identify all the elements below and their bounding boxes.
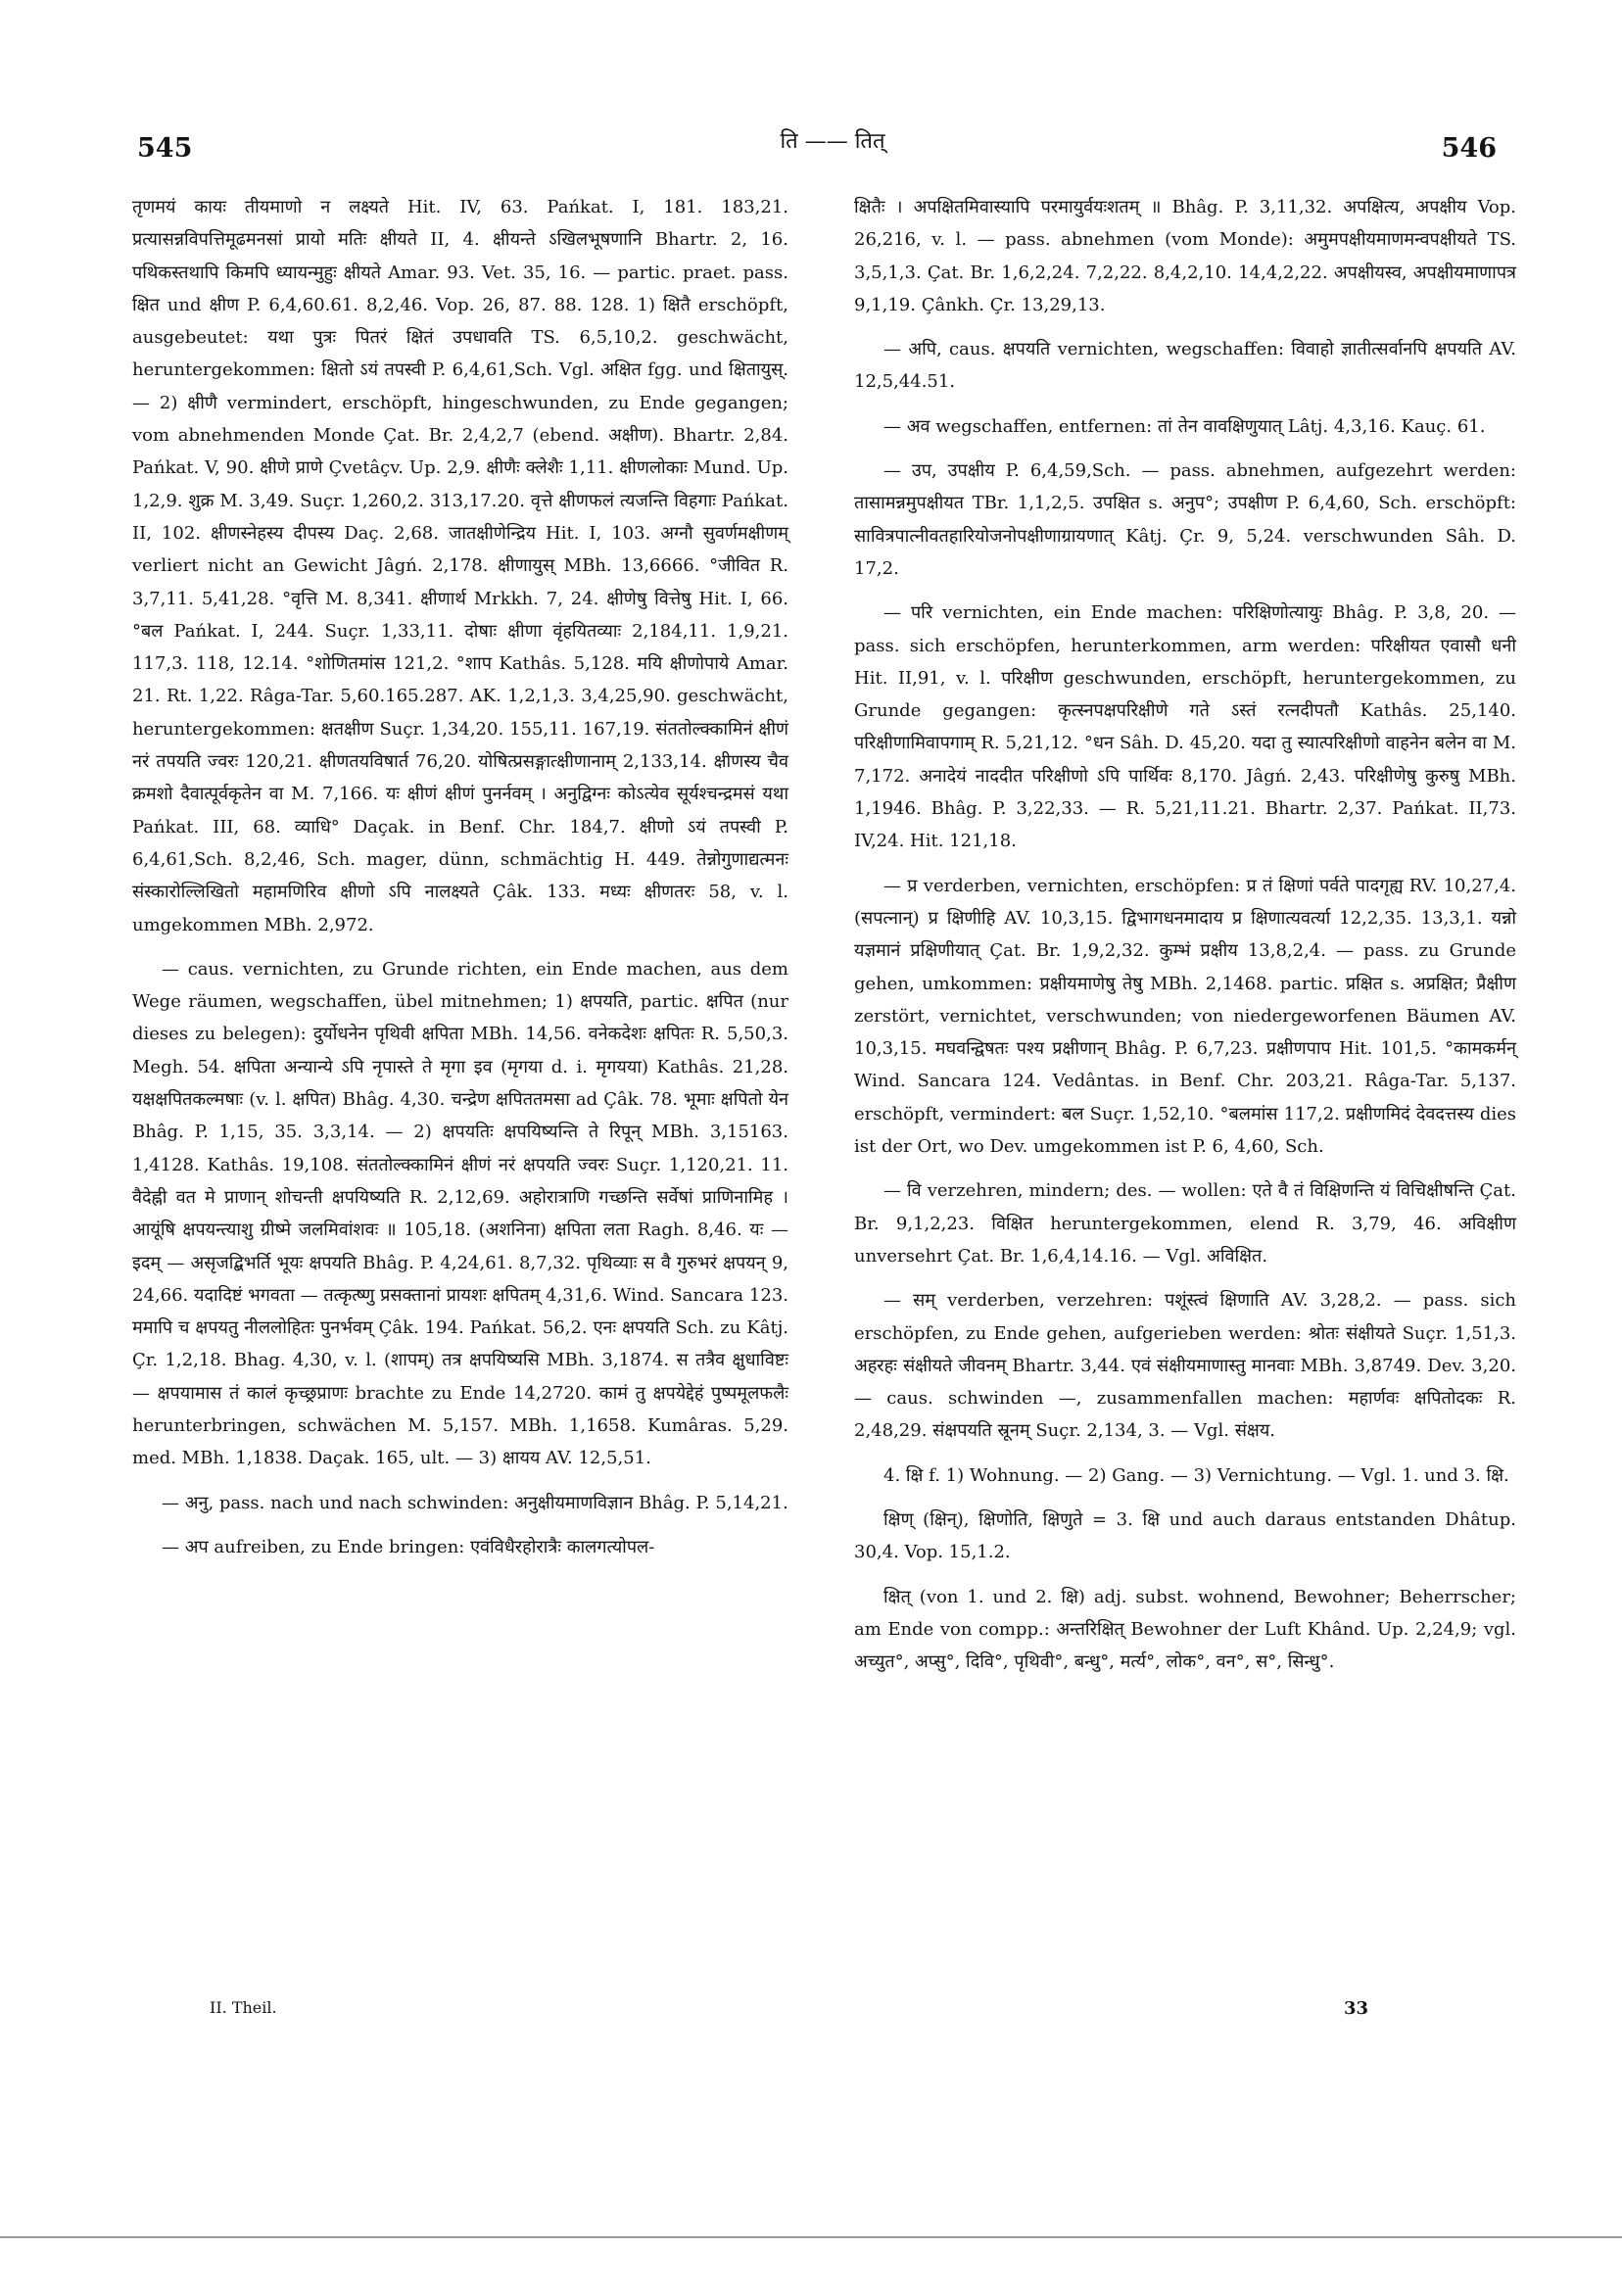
entry-paragraph: — सम् verderben, verzehren: पशूंस्त्वं क्षिणाति AV. 3,28,2. — pass. sich erschöpfen, zu Ende gehen, aufgerieben werden: श्रोतः संक्षीयते Suçr. 1,51,3. अहरहः संक्षीयते जीवनम् Bhartr. 3,44. एवं संक्षीयमाणास्तु मानवाः MBh. 3,8749. Dev. 3,20. — caus. schwinden —, zusammenfallen machen: महार्णवः क्षपितोदकः R. 2,48,29. संक्षपयति स्रूनम् Suçr. 2,134, 3. — Vgl. संक्षय. <box>854 1290 1516 1442</box>
entry-paragraph: क्षितैः । अपक्षितमिवास्यापि परमायुर्वयःशतम् ॥ Bhâg. P. 3,11,32. अपक्षित्य, अपक्षीय Vop. 26,216, v. l. — pass. abnehmen (vom Monde): अमुमपक्षीयमाणमन्वपक्षीयते TS. 3,5,1,3. Çat. Br. 1,6,2,24. 7,2,22. 8,4,2,10. 14,4,2,22. अपक्षीयस्व, अपक्षीयमाणापत्र 9,1,19. Çânkh. Çr. 13,29,13. <box>854 197 1516 315</box>
left-page-number: 545 <box>137 133 193 164</box>
entry-paragraph: — caus. vernichten, zu Grunde richten, ein Ende machen, aus dem Wege räumen, wegschaffen, übel mitnehmen; 1) क्षपयति, partic. क्षपित (nur dieses zu belegen): दुर्योधनेन पृथिवी क्षपिता MBh. 14,56. वनेकदेशः क्षपितः R. 5,50,3. Megh. 54. क्षपिता अन्यान्ये ऽपि नृपास्ते ते मृगा इव (मृगया d. i. मृगयया) Kathâs. 21,28. यक्षक्षपितकल्मषाः (v. l. क्षपित) Bhâg. 4,30. चन्द्रेण क्षपिततमसा ad Çâk. 78. भूमाः क्षपितो येन Bhâg. P. 1,15, 35. 3,3,14. — 2) क्षपयतिः क्षपयिष्यन्ति ते रिपून् MBh. 3,15163. 1,4128. Kathâs. 19,108. संततोल्क्कामिनं क्षीणं नरं क्षपयति ज्वरः Suçr. 1,120,21. 11. वैदेह्नी वत मे प्राणान् शोचन्ती क्षपयिष्यति R. 2,12,69. अहोरात्राणि गच्छन्ति सर्वेषां प्राणिनामिह । आयूंषि क्षपयन्त्याशु ग्रीष्मे जलमिवांशवः ॥ 105,18. (अशनिना) क्षपिता लता Ragh. 8,46. यः — इदम् — असृजद्बिभर्ति भूयः क्षपयति Bhâg. P. 4,24,61. 8,7,32. पृथिव्याः स वै गुरुभरं क्षपयन् 9, 24,66. यदादिष्टं भगवता — तत्कृत्ष्णु प्रसक्तानां प्रायशः क्षपितम् 4,31,6. Wind. Sancara 123. ममापि च क्षपयतु नीललोहितः पुनर्भवम् Çâk. 194. Pańkat. 56,2. एनः क्षपयति Sch. zu Kâtj. Çr. 1,2,18. Bhag. 4,30, v. l. (शापम्) तत्र क्षपयिष्यसि MBh. 3,1874. स तत्रैव क्षुधाविष्टः — क्षपयामास तं कालं कृच्छ्रप्राणः brachte zu Ende 14,2720. कामं तु क्षपयेद्देहं पुष्पमूलफलैः herunterbringen, schwächen M. 5,157. MBh. 1,1658. Kumâras. 5,29. med. MBh. 1,1838. Daçak. 165, ult. — 3) क्षायय AV. 12,5,51. <box>132 958 788 1469</box>
right-page-number: 546 <box>1441 133 1497 164</box>
entry-paragraph: 4. क्षि f. 1) Wohnung. — 2) Gang. — 3) Vernichtung. — Vgl. 1. und 3. क्षि. <box>883 1464 1509 1486</box>
entry-paragraph: तृणमयं कायः तीयमाणो न लक्ष्यते Hit. IV, 63. Pańkat. I, 181. 183,21. प्रत्यासन्नविपत्तिमूढमनसां प्रायो मतिः क्षीयते II, 4. क्षीयन्ते ऽखिलभूषणानि Bhartr. 2, 16. पथिकस्तथापि किमपि ध्यायन्मुहुः क्षीयते Amar. 93. Vet. 35, 16. — partic. praet. pass. क्षित und क्षीण P. 6,4,60.61. 8,2,46. Vop. 26, 87. 88. 128. 1) क्षितै erschöpft, ausgebeutet: यथा पुत्रः पितरं क्षितं उपधावति TS. 6,5,10,2. geschwächt, heruntergekommen: क्षितो ऽयं तपस्वी P. 6,4,61,Sch. Vgl. अक्षित fgg. und क्षितायुस्. — 2) क्षीणै vermindert, erschöpft, hingeschwunden, zu Ende gegangen; vom abnehmenden Monde Çat. Br. 2,4,2,7 (ebend. अक्षीण). Bhartr. 2,84. Pańkat. V, 90. क्षीणे प्राणे Çvetâçv. Up. 2,9. क्षीणैः क्लेशैः 1,11. क्षीणलोकाः Mund. Up. 1,2,9. शुक्र M. 3,49. Suçr. 1,260,2. 313,17.20. वृत्ते क्षीणफलं त्यजन्ति विहगाः Pańkat. II, 102. क्षीणस्नेहस्य दीपस्य Daç. 2,68. जातक्षीणेन्द्रिय Hit. I, 103. अग्नौ सुवर्णमक्षीणम् verliert nicht an Gewicht Jâgń. 2,178. क्षीणायुस् MBh. 13,6666. °जीवित R. 3,7,11. 5,41,28. °वृत्ति M. 8,341. क्षीणार्थ Mrkkh. 7, 24. क्षीणेषु वित्तेषु Hit. I, 66. °बल Pańkat. I, 244. Suçr. 1,33,11. दोषाः क्षीणा वृंहयितव्याः 2,184,11. 1,9,21. 117,3. 118, 12.14. °शोणितमांस 121,2. °शाप Kathâs. 5,128. मयि क्षीणोपाये Amar. 21. Rt. 1,22. Râga-Tar. 5,60.165.287. AK. 1,2,1,3. 3,4,25,90. geschwächt, heruntergekommen: क्षतक्षीण Suçr. 1,34,20. 155,11. 167,19. संततोल्क्कामिनं क्षीणं नरं तपयति ज्वरः 120,21. क्षीणतयविषार्त 76,20. योषित्प्रसङ्गात्क्षीणानाम् 2,133,14. क्षीणस्य चैव क्रमशो दैवात्पूर्वकृतेन वा M. 7,166. यः क्षीणं क्षीणं पुनर्नवम् । अनुद्विग्नः कोऽत्येव सूर्यश्चन्द्रमसं यथा Pańkat. III, 68. व्याधि° Daçak. in Benf. Chr. 184,7. क्षीणो ऽयं तपस्वी P. 6,4,61,Sch. 8,2,46, Sch. mager, dünn, schmächtig H. 449. तेन्नोगुणाद्यत्मनः संस्कारोल्लिखितो महामणिरिव क्षीणो ऽपि नालक्ष्यते Çâk. 133. मध्यः क्षीणतरः 58, v. l. umgekommen MBh. 2,972. <box>132 197 788 935</box>
bottom-rule <box>0 2236 1622 2238</box>
volume-mark: II. Theil. <box>210 1998 277 2017</box>
entry-paragraph: क्षित् (von 1. und 2. क्षि) adj. subst. wohnend, Bewohner; Beherrscher; am Ende von compp.: अन्तरिक्षित् Bewohner der Luft Khând. Up. 2,24,9; vgl. अच्युत°, अप्सु°, दिवि°, पृथिवी°, बन्धु°, मर्त्य°, लोक°, वन°, स°, सिन्धु°. <box>854 1586 1516 1673</box>
signature-mark: 33 <box>1344 1998 1369 2019</box>
entry-paragraph: — अनु, pass. nach und nach schwinden: अनुक्षीयमाणविज्ञान Bhâg. P. 5,14,21. <box>162 1492 788 1513</box>
entry-paragraph: क्षिण् (क्षिन्), क्षिणोति, क्षिणुते = 3. क्षि und auch daraus entstanden Dhâtup. 30,4. Vop. 15,1.2. <box>854 1508 1516 1563</box>
right-column <box>854 191 1516 1678</box>
entry-paragraph: — अप aufreiben, zu Ende bringen: एवंविधैरहोरात्रैः कालगत्योपल- <box>162 1536 655 1557</box>
entry-paragraph: — वि verzehren, mindern; des. — wollen: एते वै तं विक्षिणन्ति यं विचिक्षीषन्ति Çat. Br. 9,1,2,23. विक्षित heruntergekommen, elend R. 3,79, 46. अविक्षीण unversehrt Çat. Br. 1,6,4,14.16. — Vgl. अविक्षित. <box>854 1180 1516 1267</box>
entry-paragraph: — अपि, caus. क्षपयति vernichten, wegschaffen: विवाहो ज्ञातीत्सर्वानपि क्षपयति AV. 12,5,44.51. <box>854 339 1516 393</box>
running-title: ति —— तित् <box>780 129 885 154</box>
entry-paragraph: — प्र verderben, vernichten, erschöpfen: प्र तं क्षिणां पर्वते पादगृह्य RV. 10,27,4. (सपत्नान्) प्र क्षिणीहि AV. 10,3,15. द्विभागधनमादाय प्र क्षिणात्यवर्त्या 12,2,35. 13,3,1. यन्नो यज्ञमानं प्रक्षिणीयात् Çat. Br. 1,9,2,32. कुम्भं प्रक्षीय 13,8,2,4. — pass. zu Grunde gehen, umkommen: प्रक्षीयमाणेषु तेषु MBh. 2,1468. partic. प्रक्षित s. अप्रक्षित; प्रैक्षीण zerstört, vernichtet, verschwunden; von niedergeworfenen Bäumen AV. 10,3,15. मघवन्द्विषतः पश्य प्रक्षीणान् Bhâg. P. 6,7,23. प्रक्षीणपाप Hit. 101,5. °कामकर्मन् Wind. Sancara 124. Vedântas. in Benf. Chr. 203,21. Râga-Tar. 5,137. erschöpft, vermindert: बल Suçr. 1,52,10. °बलमांस 117,2. प्रक्षीणमिदं देवदत्तस्य dies ist der Ort, wo Dev. umgekommen ist P. 6, 4,60, Sch. <box>854 875 1516 1158</box>
entry-paragraph: — परि vernichten, ein Ende machen: परिक्षिणोत्यायुः Bhâg. P. 3,8, 20. — pass. sich erschöpfen, herunterkommen, arm werden: परिक्षीयत एवासौ धनी Hit. II,91, v. l. परिक्षीण geschwunden, erschöpft, heruntergekommen, zu Grunde gegangen: कृत्स्नपक्षपरिक्षीणे गते ऽस्तं रत्नदीपतौ Kathâs. 25,140. परिक्षीणामिवापगाम् R. 5,21,12. °धन Sâh. D. 45,20. यदा तु स्यात्परिक्षीणो वाहनेन बलेन वा M. 7,172. अनादेयं नाददीत परिक्षीणो ऽपि पार्थिवः 8,170. Jâgń. 2,43. परिक्षीणेषु कुरुषु MBh. 1,1946. Bhâg. P. 3,22,33. — R. 5,21,11.21. Bhartr. 2,37. Pańkat. II,73. IV,24. Hit. 121,18. <box>854 602 1516 852</box>
entry-paragraph: — अव wegschaffen, entfernen: तां तेन वावक्षिणुयात् Lâtj. 4,3,16. Kauç. 61. <box>883 415 1486 437</box>
entry-paragraph: — उप, उपक्षीय P. 6,4,59,Sch. — pass. abnehmen, aufgezehrt werden: तासामन्नमुपक्षीयत TBr. 1,1,2,5. उपक्षित s. अनुप°; उपक्षीण P. 6,4,60, Sch. erschöpft: सावित्रपात्नीवतहारियोजनोपक्षीणाग्रायणात् Kâtj. Çr. 9, 5,24. verschwunden Sâh. D. 17,2. <box>854 460 1516 579</box>
left-column <box>132 191 788 1563</box>
